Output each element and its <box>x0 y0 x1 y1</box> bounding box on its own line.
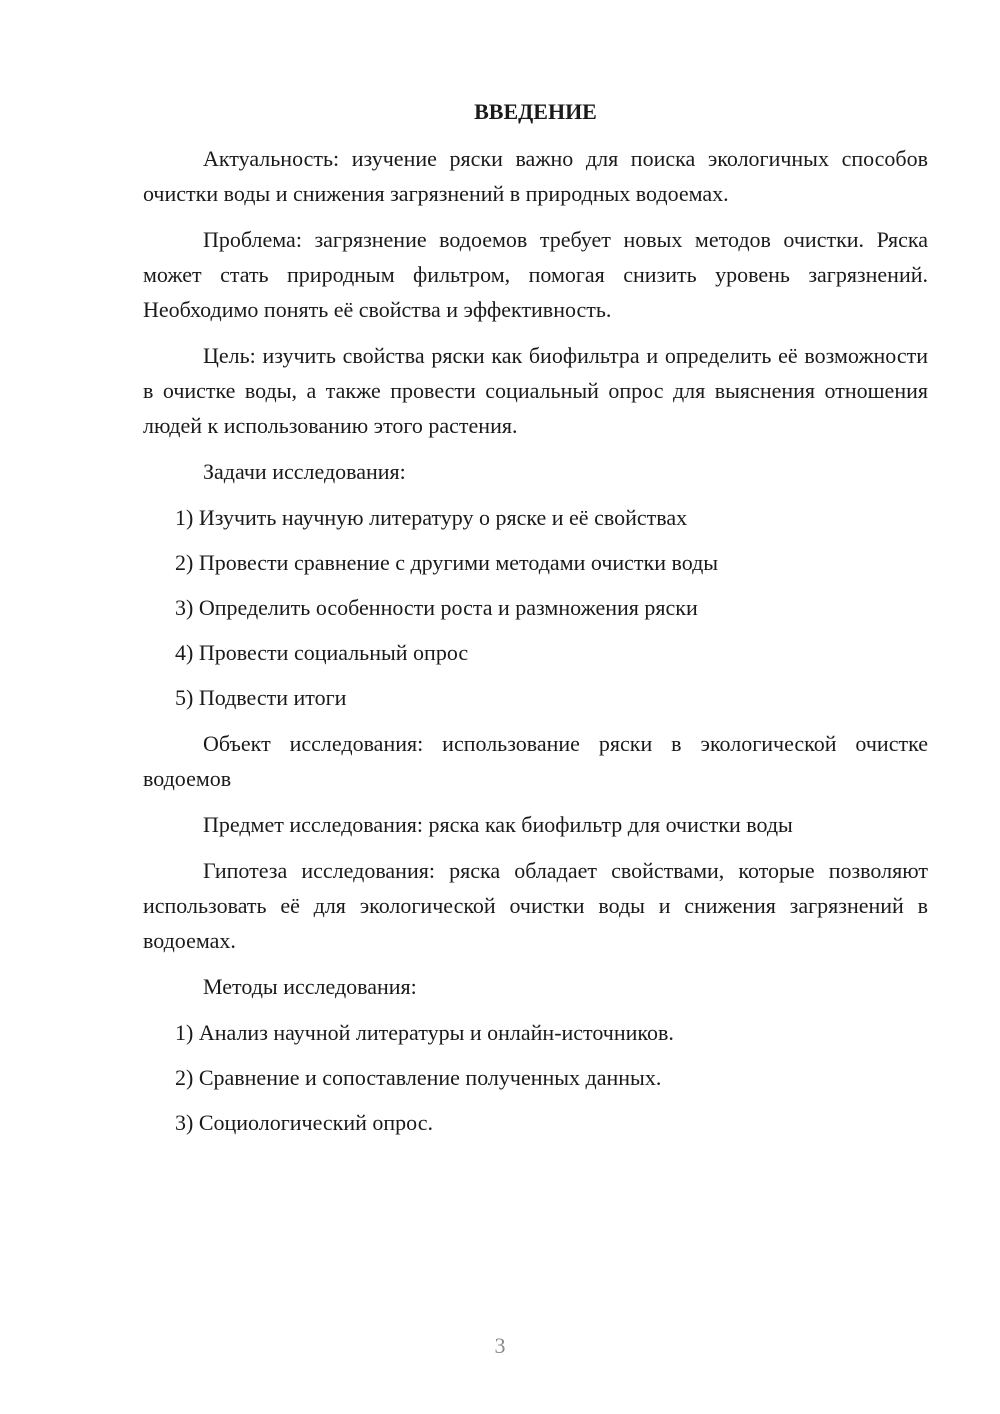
tasks-list <box>143 500 928 715</box>
task-item: 2) Провести сравнение с другими методами очистки воды <box>175 550 719 575</box>
method-item: 2) Сравнение и сопоставление полученных данных. <box>175 1065 662 1090</box>
document-body <box>143 95 928 1151</box>
task-item: 4) Провести социальный опрос <box>175 640 469 665</box>
method-item: 3) Социологический опрос. <box>175 1110 433 1135</box>
method-item: 1) Анализ научной литературы и онлайн-источников. <box>175 1020 674 1045</box>
task-item: 5) Подвести итоги <box>175 685 347 710</box>
goal-paragraph: Цель: изучить свойства ряски как биофильтра и определить её возможности в очистке воды, а также провести социальный опрос для выяснения отношения людей к использованию этого растения. <box>143 343 928 438</box>
document-title: ВВЕДЕНИЕ <box>474 99 597 124</box>
page-number: 3 <box>494 1333 506 1358</box>
task-item: 1) Изучить научную литературу о ряске и её свойствах <box>175 505 688 530</box>
object-paragraph: Объект исследования: использование ряски в экологической очистке водоемов <box>143 731 928 791</box>
task-item: 3) Определить особенности роста и размножения ряски <box>175 595 698 620</box>
hypothesis-paragraph: Гипотеза исследования: ряска обладает свойствами, которые позволяют использовать её для экологической очистки воды и снижения загрязнений в водоемах. <box>143 858 928 953</box>
tasks-heading: Задачи исследования: <box>203 459 406 484</box>
methods-list <box>143 1015 928 1140</box>
methods-heading: Методы исследования: <box>203 974 417 999</box>
relevance-paragraph: Актуальность: изучение ряски важно для поиска экологичных способов очистки воды и снижения загрязнений в природных водоемах. <box>143 146 928 206</box>
problem-paragraph: Проблема: загрязнение водоемов требует новых методов очистки. Ряска может стать природным фильтром, помогая снизить уровень загрязнений. Необходимо понять её свойства и эффективность. <box>143 227 928 322</box>
subject-paragraph: Предмет исследования: ряска как биофильтр для очистки воды <box>203 812 793 837</box>
